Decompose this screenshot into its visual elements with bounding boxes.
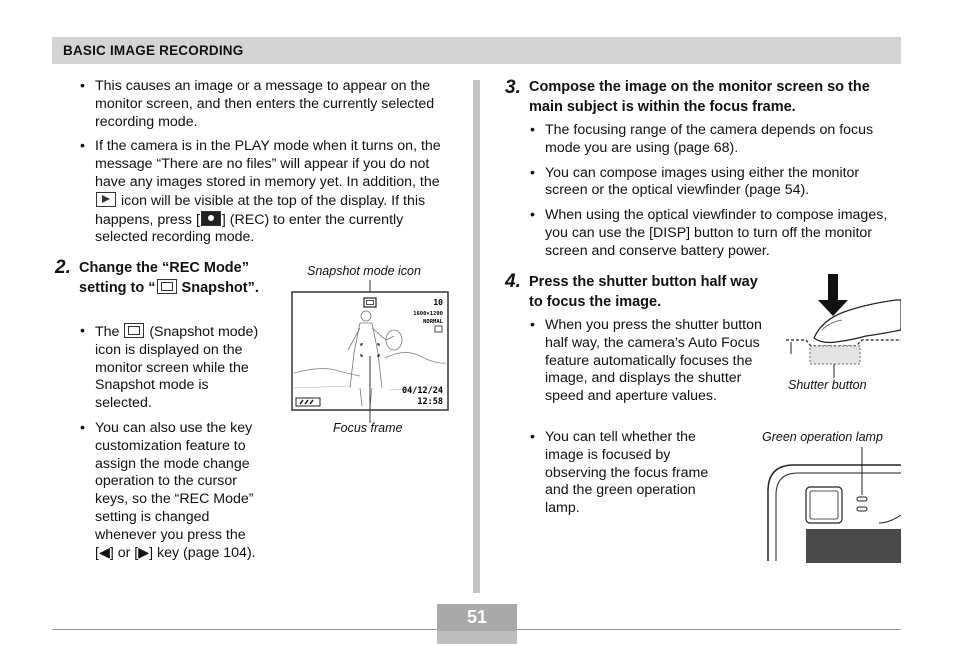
- section-title: BASIC IMAGE RECORDING: [63, 43, 244, 58]
- list-item: • The (Snapshot mode) icon is displayed on the monitor screen while the Snapshot mode is selected.: [79, 323, 259, 413]
- time-readout: 12:58: [417, 397, 443, 407]
- play-icon: [96, 192, 116, 207]
- list-item: • You can compose images using either the monitor screen or the optical viewfinder (page 54).: [529, 165, 901, 201]
- camera-icon: [201, 211, 221, 226]
- step-number: 4.: [505, 271, 521, 292]
- list-item: • You can also use the key customization feature to assign the mode change operation to the cursor keys, so the “REC Mode” setting is changed whenever you press the [◀] or [▶] key (page 104).: [79, 420, 259, 562]
- list-item: • You can tell whether the image is focused by observing the focus frame and the green operation lamp.: [529, 429, 725, 518]
- shot-count: 10: [433, 298, 443, 307]
- image-size: 1600×1200: [413, 311, 443, 317]
- green-lamp-caption: Green operation lamp: [762, 430, 883, 444]
- shutter-button-caption: Shutter button: [788, 378, 867, 392]
- viewfinder: [806, 487, 842, 523]
- snapshot-icon: [124, 323, 144, 338]
- image-quality: NORMAL: [423, 319, 443, 325]
- step-number: 2.: [55, 257, 71, 278]
- shutter-button-illustration: [786, 270, 901, 380]
- column-divider: [473, 80, 480, 593]
- snapshot-mode-caption: Snapshot mode icon: [307, 264, 421, 278]
- intro-bullets: [79, 78, 459, 254]
- list-item: • When you press the shutter button half way, the camera’s Auto Focus feature automatically focuses the image, and displays the shutter speed and aperture values.: [529, 317, 769, 406]
- step-heading: Change the “REC Mode” setting to “ Snapshot”.: [79, 260, 259, 296]
- list-item: • If the camera is in the PLAY mode when it turns on, the message “There are no files” will appear if you do not have any images stored in memory yet. In addition, the icon will be visible at the top of the display. If this happens, press [ ] (REC) to enter the currently selected recording mode.: [79, 138, 459, 247]
- green-operation-lamp: [857, 497, 867, 501]
- list-item: • This causes an image or a message to appear on the monitor screen, and then enters the currently selected recording mode.: [79, 78, 459, 131]
- step3-bullets: [529, 122, 901, 268]
- step4-bullets-2: [529, 429, 725, 525]
- step-heading: Compose the image on the monitor screen so the main subject is within the focus frame.: [529, 79, 870, 115]
- step-heading: Press the shutter button half way to focus the image.: [529, 274, 758, 310]
- step-number: 3.: [505, 77, 521, 98]
- snapshot-icon: [157, 279, 177, 294]
- camera-back-illustration: [764, 445, 901, 563]
- snapshot-mode-icon: [364, 298, 376, 307]
- list-item: • The focusing range of the camera depends on focus mode you are using (page 68).: [529, 122, 901, 158]
- monitor-screen-figure: [290, 278, 450, 423]
- page-number: 51: [437, 604, 517, 631]
- date-readout: 04/12/24: [402, 386, 443, 396]
- list-item: • When using the optical viewfinder to compose images, you can use the [DISP] button to turn off the monitor screen and conserve battery power.: [529, 207, 901, 260]
- focus-frame-caption: Focus frame: [333, 421, 403, 435]
- shutter-button: [810, 346, 860, 364]
- step2-bullets: [79, 323, 259, 569]
- monitor-screen: [806, 529, 901, 563]
- step4-bullets-1: [529, 317, 769, 413]
